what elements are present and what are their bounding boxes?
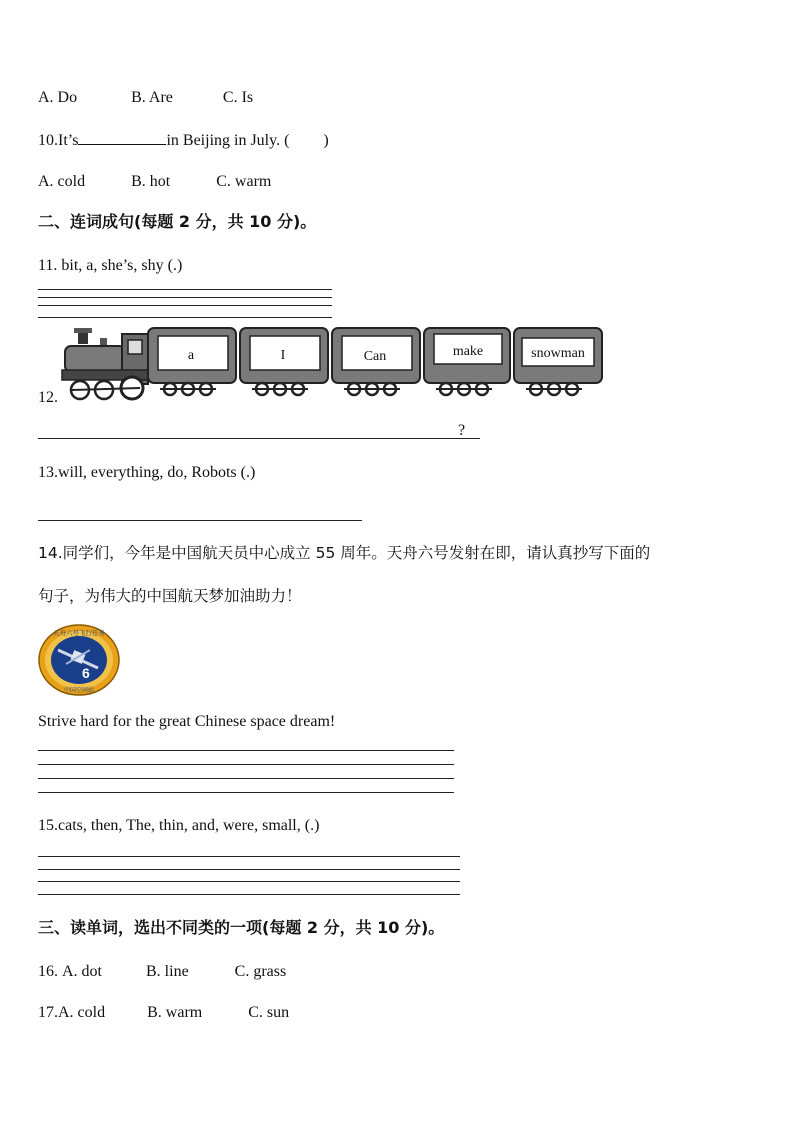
q17-option-b[interactable]: B. warm bbox=[147, 1004, 203, 1021]
train-svg bbox=[60, 326, 605, 404]
train-car-label-5: snowman bbox=[531, 346, 585, 361]
locomotive-icon bbox=[62, 328, 150, 399]
q12-end-mark: ? bbox=[458, 422, 466, 439]
q15-writing-line-1[interactable] bbox=[38, 856, 460, 857]
q9-options bbox=[38, 88, 253, 107]
badge-number: 6 bbox=[82, 665, 90, 681]
train-car-label-2: I bbox=[280, 348, 286, 363]
q13-prompt: 13.will, everything, do, Robots (.) bbox=[38, 464, 256, 481]
q10-close: ) bbox=[323, 132, 329, 149]
q9-option-a[interactable]: A. Do bbox=[38, 89, 78, 106]
q14-text-line-1: 14.同学们，今年是中国航天员中心成立 55 周年。天舟六号发射在即，请认真抄写下面的 bbox=[38, 544, 651, 562]
q17-option-a[interactable]: A. cold bbox=[58, 1004, 106, 1021]
q16-option-c[interactable]: C. grass bbox=[234, 963, 287, 980]
mission-badge-icon bbox=[38, 624, 120, 696]
q10-options bbox=[38, 172, 271, 191]
train-car-4 bbox=[424, 328, 510, 395]
train-car-label-1: a bbox=[187, 348, 195, 363]
train-car-5 bbox=[514, 328, 602, 395]
q14-writing-line-4[interactable] bbox=[38, 792, 454, 793]
q16-number: 16. bbox=[38, 963, 58, 980]
q16-option-a[interactable]: A. dot bbox=[62, 963, 102, 980]
q10-suffix: in Beijing in July. ( bbox=[166, 132, 290, 149]
q10-prefix: 10.It’s bbox=[38, 132, 79, 149]
q12-train-illustration bbox=[60, 326, 605, 409]
q16-option-b[interactable]: B. line bbox=[146, 963, 189, 980]
q12-writing-line[interactable] bbox=[38, 438, 480, 439]
train-car-label-3: Can bbox=[363, 349, 387, 364]
train-car-label-4: make bbox=[452, 344, 484, 359]
q11-writing-line-4[interactable] bbox=[38, 317, 332, 318]
q16-options bbox=[38, 962, 286, 981]
q12-number: 12. bbox=[38, 389, 58, 406]
q11-writing-line-1[interactable] bbox=[38, 289, 332, 290]
q11-writing-line-3[interactable] bbox=[38, 305, 332, 306]
tianzhou-6-mission-badge bbox=[38, 624, 120, 696]
q10-option-a[interactable]: A. cold bbox=[38, 173, 86, 190]
q14-writing-line-3[interactable] bbox=[38, 778, 454, 779]
q14-writing-line-2[interactable] bbox=[38, 764, 454, 765]
q9-option-b[interactable]: B. Are bbox=[131, 89, 173, 106]
q10-question bbox=[38, 130, 329, 150]
q15-writing-line-2[interactable] bbox=[38, 869, 460, 870]
q15-writing-line-4[interactable] bbox=[38, 894, 460, 895]
q17-option-c[interactable]: C. sun bbox=[248, 1004, 290, 1021]
q10-option-c[interactable]: C. warm bbox=[216, 173, 272, 190]
q15-prompt: 15.cats, then, The, thin, and, were, small, (.) bbox=[38, 817, 320, 834]
q14-sentence: Strive hard for the great Chinese space dream! bbox=[38, 713, 336, 730]
badge-text-top: 天舟六号飞行任务 bbox=[53, 629, 105, 637]
section-2-title: 二、连词成句(每题 2 分，共 10 分)。 bbox=[38, 212, 317, 231]
q17-number: 17. bbox=[38, 1004, 58, 1021]
q13-writing-line[interactable] bbox=[38, 520, 362, 521]
badge-text-bottom: 中国空间站 bbox=[63, 687, 95, 694]
q15-writing-line-3[interactable] bbox=[38, 881, 460, 882]
q14-writing-line-1[interactable] bbox=[38, 750, 454, 751]
q11-writing-line-2[interactable] bbox=[38, 297, 332, 298]
section-3-title: 三、读单词，选出不同类的一项(每题 2 分，共 10 分)。 bbox=[38, 918, 445, 937]
q14-text-line-2: 句子，为伟大的中国航天梦加油助力！ bbox=[38, 587, 302, 605]
q11-prompt: 11. bit, a, she’s, shy (.) bbox=[38, 257, 183, 274]
q9-option-c[interactable]: C. Is bbox=[222, 89, 254, 106]
q17-options bbox=[38, 1003, 289, 1022]
q10-blank[interactable] bbox=[78, 130, 166, 145]
q10-option-b[interactable]: B. hot bbox=[131, 173, 171, 190]
